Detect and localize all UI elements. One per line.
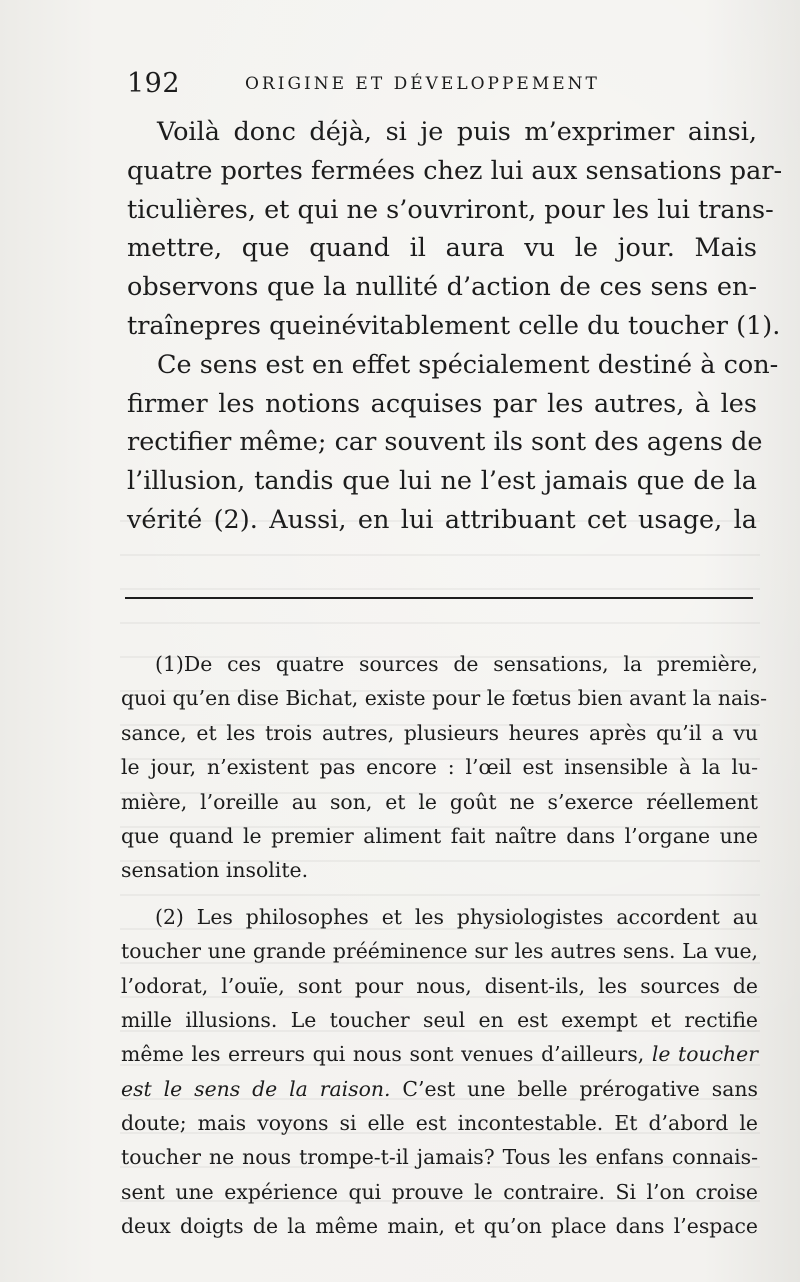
footnote-2-line: deux doigts de la même main, et qu’on place dans l’espace xyxy=(121,1214,758,1239)
footnote-gap xyxy=(121,888,758,900)
footnote-2-line: toucher ne nous trompe-t-il jamais? Tous les enfans connais- xyxy=(121,1145,758,1170)
footnote-2-text: C’est une belle prérogative sans xyxy=(390,1076,758,1101)
main-text xyxy=(127,113,783,540)
text-line: Ce sens est en effet spécialement destiné à con- xyxy=(157,349,779,380)
text-line: quatre portes fermées chez lui aux sensations par- xyxy=(127,155,783,186)
footnote-1-line: mière, l’oreille au son, et le goût ne s’exerce réellement xyxy=(121,789,758,814)
footnote-1-line: (1)De ces quatre sources de sensations, la première, xyxy=(155,652,758,676)
footnote-1-line: sance, et les trois autres, plusieurs heures après qu’il a vu xyxy=(121,720,758,745)
footnote-2-line: l’odorat, l’ouïe, sont pour nous, disent-ils, les sources de xyxy=(121,973,758,998)
page-number: 192 xyxy=(127,68,181,99)
footnote-2-line xyxy=(121,1072,758,1106)
footnote-2-line: doute; mais voyons si elle est incontestable. Et d’abord le xyxy=(121,1111,758,1136)
page-header xyxy=(127,66,757,106)
footnote-2-italic-text: est le sens de la raison. xyxy=(121,1076,391,1101)
text-line: traînepres queinévitablement celle du toucher (1). xyxy=(127,310,781,341)
footnote-2-line: (2) Les philosophes et les physiologistes accordent au xyxy=(155,904,758,929)
footnote-1-line: le jour, n’existent pas encore : l’œil est insensible à la lu- xyxy=(121,755,758,780)
text-line: ticulières, et qui ne s’ouvriront, pour les lui trans- xyxy=(127,194,774,225)
footnote-2-text: même les erreurs qui nous sont venues d’ailleurs, xyxy=(121,1042,652,1067)
text-line: firmer les notions acquises par les autres, à les xyxy=(127,388,757,419)
footnotes xyxy=(121,647,768,1244)
text-line: mettre, que quand il aura vu le jour. Mais xyxy=(127,233,757,264)
footnote-1-line: quoi qu’en dise Bichat, existe pour le fœtus bien avant la nais- xyxy=(121,686,768,711)
text-line: l’illusion, tandis que lui ne l’est jamais que de la xyxy=(127,466,757,497)
footnote-2-line: toucher une grande prééminence sur les autres sens. La vue, xyxy=(121,939,758,964)
footnote-2-line: sent une expérience qui prouve le contraire. Si l’on croise xyxy=(121,1179,758,1204)
text-line: Voilà donc déjà, si je puis m’exprimer ainsi, xyxy=(157,117,757,147)
text-line: observons que la nullité d’action de ces sens en- xyxy=(127,272,757,303)
footnote-2-italic-text: le toucher xyxy=(651,1042,758,1067)
running-head: ORIGINE ET DÉVELOPPEMENT xyxy=(245,74,600,94)
footnote-separator xyxy=(125,597,753,599)
footnote-1-line: que quand le premier aliment fait naître dans l’organe une xyxy=(121,823,758,848)
text-line: rectifier même; car souvent ils sont des agens de xyxy=(127,427,763,458)
footnote-1-line: sensation insolite. xyxy=(121,858,309,883)
text-line: vérité (2). Aussi, en lui attribuant cet usage, la xyxy=(127,504,757,535)
footnote-2-line: mille illusions. Le toucher seul en est exempt et rectifie xyxy=(121,1007,758,1032)
footnote-2-line xyxy=(121,1037,758,1071)
